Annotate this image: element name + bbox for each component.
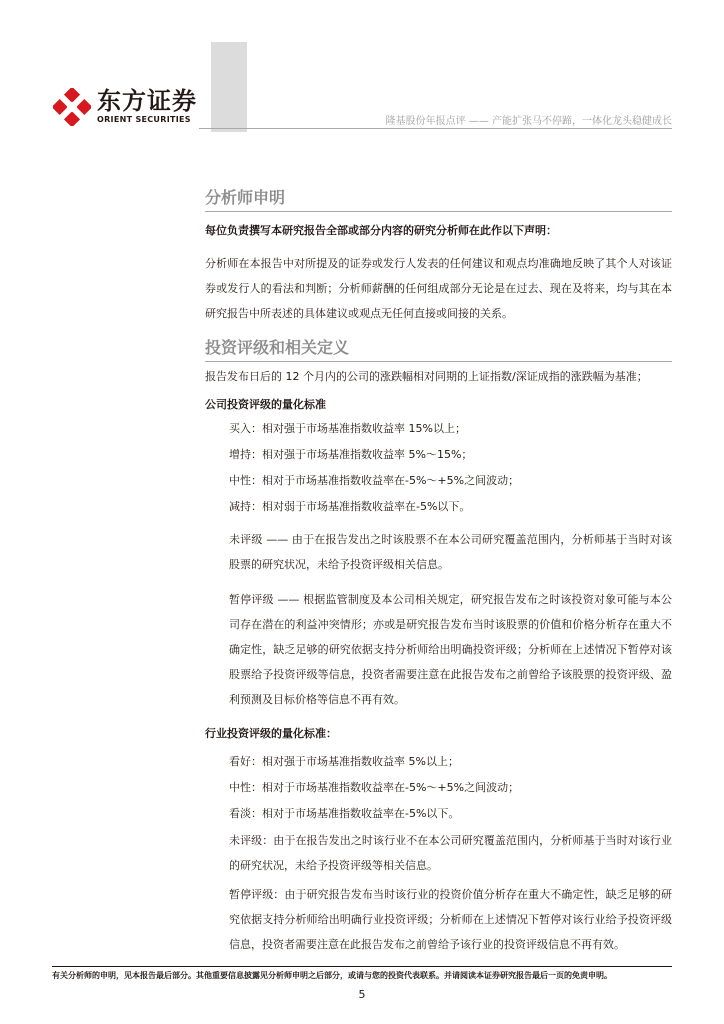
orient-logo-icon bbox=[53, 88, 91, 126]
header-decor-bar bbox=[211, 42, 247, 132]
ratings-section bbox=[205, 338, 672, 957]
industry-suspended-note: 暂停评级：由于研究报告发布当时该行业的投资价值分析存在重大不确定性，缺乏足够的研究依据支持分析师给出明确行业投资评级；分析师在上述情况下暂停对该行业给予投资评级信息，投资者需要注意在此报告发布之前曾给予该行业的投资评级信息不再有效。 bbox=[229, 888, 672, 951]
company-unrated-note: 未评级 —— 由于在报告发出之时该股票不在本公司研究覆盖范围内，分析师基于当时对该股票的研究状况，未给予投资评级相关信息。 bbox=[229, 533, 672, 571]
header-divider bbox=[199, 128, 672, 129]
footer-disclaimer: 有关分析师的申明，见本报告最后部分。其他重要信息披露见分析师申明之后部分，或请与您的投资代表联系。并请阅读本证券研究报告最后一页的免责申明。 bbox=[52, 971, 612, 980]
industry-rating-item: 中性：相对于市场基准指数收益率在-5%～+5%之间波动； bbox=[229, 781, 520, 794]
logo-chinese-name: 东方证券 bbox=[97, 87, 197, 115]
page-number: 5 bbox=[358, 988, 366, 1001]
company-suspended-note: 暂停评级 —— 根据监管制度及本公司相关规定，研究报告发布之时该投资对象可能与本公司存在潜在的利益冲突情形；亦或是研究报告发布当时该股票的价值和价格分析存在重大不确定性，缺乏足够的研究依据支持分析师给出明确投资评级；分析师在上述情况下暂停对该股票给予投资评级等信息，投资者需要注意在此报告发布之前曾给予该股票的投资评级、盈利预测及目标价格等信息不再有效。 bbox=[229, 593, 672, 706]
section-title-analyst: 分析师申明 bbox=[205, 188, 672, 212]
analyst-statement-body: 分析师在本报告中对所提及的证券或发行人发表的任何建议和观点均准确地反映了其个人对该证券或发行人的看法和判断；分析师薪酬的任何组成部分无论是在过去、现在及将来，均与其在本研究报告中所表述的具体建议或观点无任何直接或间接的关系。 bbox=[205, 257, 672, 320]
industry-unrated-note: 未评级：由于在报告发出之时该行业不在本公司研究覆盖范围内，分析师基于当时对该行业的研究状况，未给予投资评级等相关信息。 bbox=[229, 834, 672, 872]
section-title-ratings: 投资评级和相关定义 bbox=[205, 338, 672, 362]
company-logo bbox=[53, 88, 197, 126]
analyst-statement-section bbox=[205, 188, 672, 326]
company-rating-item: 减持：相对弱于市场基准指数收益率在-5%以下。 bbox=[229, 500, 471, 513]
company-rating-heading: 公司投资评级的量化标准 bbox=[205, 398, 326, 411]
ratings-intro: 报告发布日后的 12 个月内的公司的涨跌幅相对同期的上证指数/深证成指的涨跌幅为基准； bbox=[205, 370, 648, 383]
company-rating-item: 增持：相对强于市场基准指数收益率 5%～15%； bbox=[229, 448, 473, 461]
industry-rating-item: 看淡：相对于市场基准指数收益率在-5%以下。 bbox=[229, 807, 460, 820]
analyst-statement-lead: 每位负责撰写本研究报告全部或部分内容的研究分析师在此作以下声明： bbox=[205, 224, 557, 237]
company-rating-item: 买入：相对强于市场基准指数收益率 15%以上； bbox=[229, 422, 466, 435]
industry-rating-item: 看好：相对强于市场基准指数收益率 5%以上； bbox=[229, 755, 459, 768]
report-header-title: 隆基股份年报点评 —— 产能扩张马不停蹄，一体化龙头稳健成长 bbox=[385, 116, 672, 127]
footer-divider bbox=[52, 966, 672, 967]
company-rating-list bbox=[229, 421, 672, 515]
industry-rating-heading: 行业投资评级的量化标准： bbox=[205, 727, 337, 740]
industry-rating-list bbox=[229, 754, 672, 822]
logo-english-name: ORIENT SECURITIES bbox=[97, 115, 191, 124]
company-rating-item: 中性：相对于市场基准指数收益率在-5%～+5%之间波动； bbox=[229, 474, 520, 487]
